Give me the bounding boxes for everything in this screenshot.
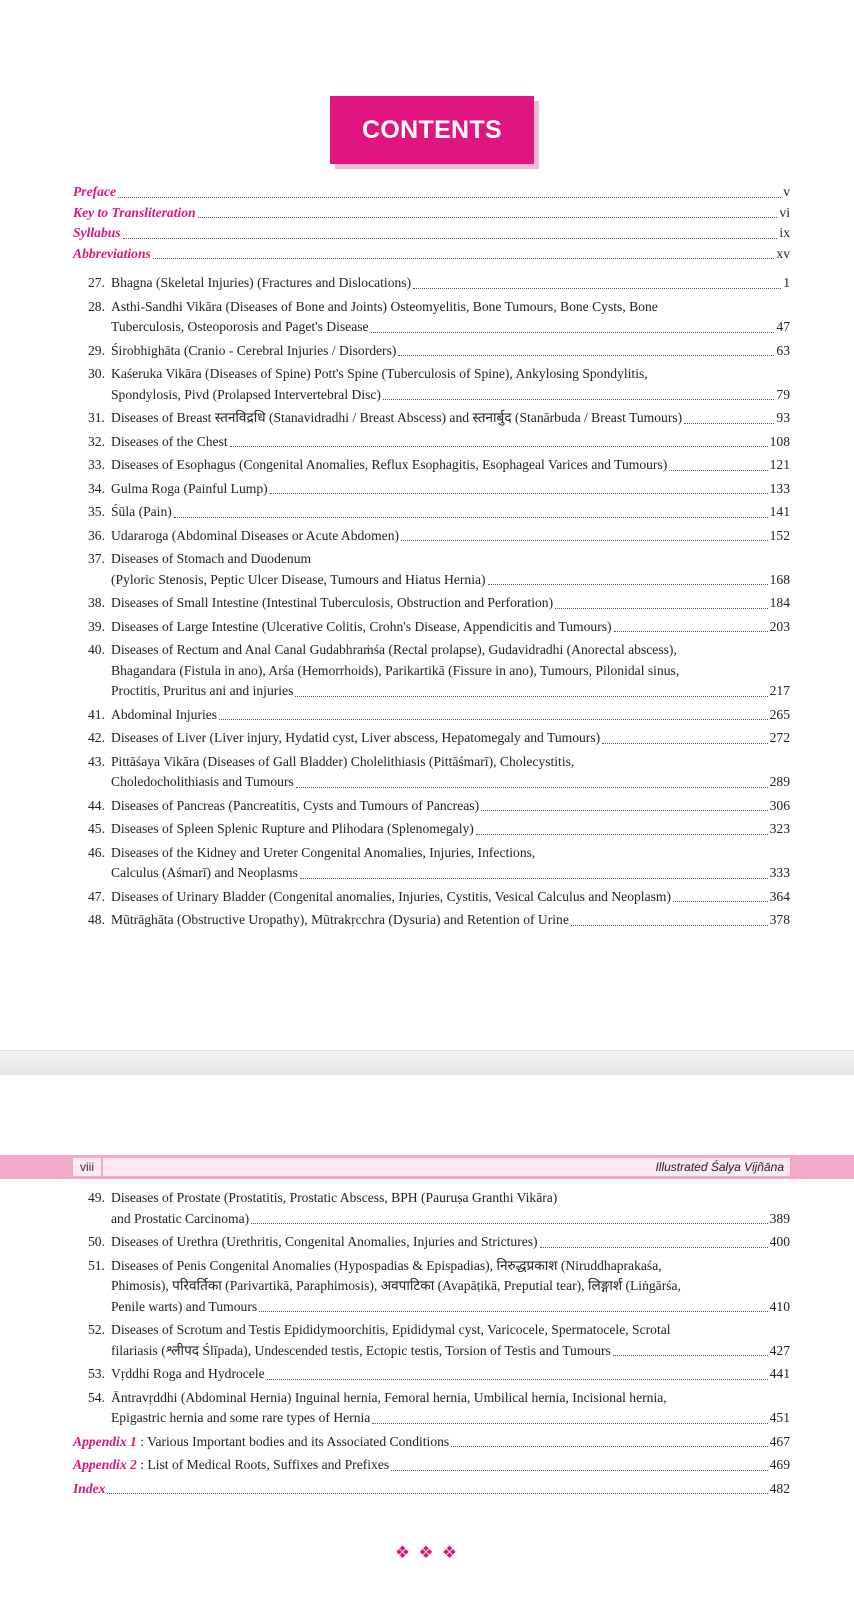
chapter-title-line xyxy=(111,364,790,385)
chapter-title-text: Abdominal Injuries xyxy=(111,706,218,722)
dot-leader xyxy=(602,743,767,744)
page-number: viii xyxy=(73,1158,103,1176)
appendix-page: 467 xyxy=(769,1433,790,1449)
chapter-title-line xyxy=(111,661,790,682)
chapter-number: 39. xyxy=(88,618,105,634)
chapter-number: 40. xyxy=(88,642,105,657)
chapter-title-line xyxy=(111,273,790,294)
chapter-title-text: Diseases of Spleen Splenic Rupture and Plihodara (Splenomegaly) xyxy=(111,821,474,836)
dot-leader xyxy=(230,446,768,447)
chapter-title-line xyxy=(111,455,790,476)
chapter-title-line xyxy=(111,1188,790,1209)
dot-leader xyxy=(383,399,774,400)
chapter-title-text: Asthi-Sandhi Vikāra (Diseases of Bone and Joints) Osteomyelitis, Bone Tumours, Bone Cysts, Bone xyxy=(111,298,658,314)
chapter-entry xyxy=(73,549,790,590)
chapter-title-text: Āntravṛddhi (Abdominal Hernia) Inguinal hernia, Femoral hernia, Umbilical hernia, Incisional hernia, xyxy=(111,1389,667,1405)
chapter-number: 37. xyxy=(88,551,105,566)
chapter-body xyxy=(111,640,790,702)
front-matter-page: vi xyxy=(779,204,790,220)
chapter-title-line xyxy=(111,549,790,570)
chapter-title-line xyxy=(111,640,790,661)
chapter-page: 306 xyxy=(769,797,790,813)
chapter-page: 93 xyxy=(776,410,790,425)
appendix-body xyxy=(73,1455,790,1476)
front-matter-label: Key to Transliteration xyxy=(73,204,196,220)
front-matter-body xyxy=(73,182,790,203)
dot-leader xyxy=(413,288,781,289)
chapter-number: 34. xyxy=(88,480,105,496)
dot-leader xyxy=(174,517,768,518)
chapter-title-text: Diseases of Large Intestine (Ulcerative Colitis, Crohn's Disease, Appendicitis and Tumours) xyxy=(111,618,612,634)
chapter-body xyxy=(111,455,790,476)
appendix-line xyxy=(73,1432,790,1453)
dot-leader xyxy=(555,608,768,609)
chapter-title-text: Bhagandara (Fistula in ano), Arśa (Hemorrhoids), Parikartikā (Fissure in ano), Tumours, Pilonidal sinus, xyxy=(111,662,680,678)
front-matter-page: xv xyxy=(776,245,790,261)
dot-leader xyxy=(123,238,778,239)
dot-leader xyxy=(669,470,767,471)
chapter-number: 38. xyxy=(88,595,105,610)
front-matter-item xyxy=(73,244,790,265)
chapter-body xyxy=(111,297,790,338)
chapter-body xyxy=(111,705,790,726)
dot-leader xyxy=(372,1423,767,1424)
chapter-entry xyxy=(73,843,790,884)
dot-leader xyxy=(295,696,767,697)
chapter-title-line xyxy=(111,1297,790,1318)
chapter-body xyxy=(111,819,790,840)
dot-leader xyxy=(198,217,778,218)
chapter-entry xyxy=(73,1364,790,1385)
appendix-entry xyxy=(73,1455,790,1476)
chapter-title-text: Mūtrāghāta (Obstructive Uropathy), Mūtrakṛcchra (Dysuria) and Retention of Urine xyxy=(111,912,569,927)
chapter-body xyxy=(111,502,790,523)
appendix-entry xyxy=(73,1479,790,1500)
book-title: Illustrated Śalya Vijñāna xyxy=(655,1160,784,1174)
chapter-title-text: Diseases of Pancreas (Pancreatitis, Cysts and Tumours of Pancreas) xyxy=(111,797,480,813)
contents-title: CONTENTS xyxy=(362,115,502,144)
chapter-entry xyxy=(73,910,790,931)
chapter-title-line xyxy=(111,432,790,453)
chapter-body xyxy=(111,1188,790,1229)
chapter-page: 441 xyxy=(769,1366,790,1381)
dot-leader xyxy=(613,1355,768,1356)
dot-leader xyxy=(398,355,774,356)
chapter-title-text: Spondylosis, Pivd (Prolapsed Intervertebral Disc) xyxy=(111,386,381,402)
dot-leader xyxy=(107,1493,767,1494)
chapter-page: 378 xyxy=(769,912,790,927)
chapter-body xyxy=(111,526,790,547)
dot-leader xyxy=(251,1223,767,1224)
chapter-page: 272 xyxy=(769,730,790,745)
dot-leader xyxy=(267,1379,768,1380)
chapter-title-text: Diseases of Urethra (Urethritis, Congenital Anomalies, Injuries and Strictures) xyxy=(111,1234,538,1249)
chapter-title-text: Penile warts) and Tumours xyxy=(111,1298,258,1314)
chapter-title-line xyxy=(111,843,790,864)
chapter-entry xyxy=(73,640,790,702)
chapter-body xyxy=(111,887,790,908)
chapter-page: 79 xyxy=(776,386,790,402)
chapter-page: 184 xyxy=(769,595,790,610)
chapter-number: 45. xyxy=(88,821,105,836)
chapter-entry xyxy=(73,479,790,500)
chapter-entry xyxy=(73,273,790,294)
chapter-title-line xyxy=(111,408,790,429)
dot-leader xyxy=(614,631,768,632)
chapter-title-line xyxy=(111,1408,790,1429)
chapter-body xyxy=(111,408,790,429)
chapter-title-text: Diseases of Prostate (Prostatitis, Prostatic Abscess, BPH (Pauruṣa Granthi Vikāra) xyxy=(111,1190,558,1205)
chapter-body xyxy=(111,752,790,793)
chapter-title-line xyxy=(111,887,790,908)
chapter-body xyxy=(111,273,790,294)
chapter-title-text: Phimosis), परिवर्तिका (Parivartikā, Paraphimosis), अवपाटिका (Avapāṭikā, Preputial tear), लिङ्गार्श (Liṅgārśa, xyxy=(111,1278,681,1293)
chapter-title-line xyxy=(111,317,790,338)
chapter-title-line xyxy=(111,1364,790,1385)
dot-leader xyxy=(481,810,768,811)
chapter-entry xyxy=(73,364,790,405)
chapter-number: 52. xyxy=(88,1322,105,1337)
end-ornament: ❖ ❖ ❖ xyxy=(394,1543,460,1562)
chapter-body xyxy=(111,796,790,817)
appendix-line xyxy=(73,1455,790,1476)
chapter-title-text: Śūla (Pain) xyxy=(111,504,172,519)
chapter-title-line xyxy=(111,1209,790,1230)
appendix-entry xyxy=(73,1432,790,1453)
dot-leader xyxy=(300,878,768,879)
front-matter-label: Abbreviations xyxy=(73,245,151,261)
chapter-page: 108 xyxy=(769,433,790,449)
chapter-title-line xyxy=(111,479,790,500)
chapter-title-line xyxy=(111,772,790,793)
chapter-page: 410 xyxy=(769,1298,790,1314)
chapter-title-text: Diseases of the Kidney and Ureter Congenital Anomalies, Injuries, Infections, xyxy=(111,844,536,860)
chapter-title-text: Diseases of Penis Congenital Anomalies (Hypospadias & Epispadias), निरुद्धप्रकाश (Niruddhaprakaśa, xyxy=(111,1257,662,1273)
chapter-title-line xyxy=(111,681,790,702)
chapter-entry xyxy=(73,728,790,749)
dot-leader xyxy=(296,787,768,788)
chapter-title-line xyxy=(111,1232,790,1253)
chapter-page: 333 xyxy=(769,865,790,880)
chapter-title-text: Choledocholithiasis and Tumours xyxy=(111,774,294,789)
chapter-body xyxy=(111,1364,790,1385)
chapter-title-text: (Pyloric Stenosis, Peptic Ulcer Disease, Tumours and Hiatus Hernia) xyxy=(111,571,486,587)
chapter-title-line xyxy=(111,752,790,773)
chapter-title-line xyxy=(111,1341,790,1362)
chapter-entry xyxy=(73,408,790,429)
dot-leader xyxy=(673,901,768,902)
chapter-number: 49. xyxy=(88,1190,105,1205)
front-matter-item xyxy=(73,203,790,224)
chapter-body xyxy=(111,843,790,884)
dot-leader xyxy=(270,493,768,494)
chapter-number: 29. xyxy=(88,342,105,358)
chapter-title-text: Diseases of Urinary Bladder (Congenital anomalies, Injuries, Cystitis, Vesical Calculus and Neoplasm) xyxy=(111,888,671,904)
appendix-description: : List of Medical Roots, Suffixes and Prefixes xyxy=(136,1457,390,1472)
chapter-title-line xyxy=(111,863,790,884)
chapter-title-line xyxy=(111,819,790,840)
chapter-list-page-1 xyxy=(73,273,790,934)
chapter-number: 33. xyxy=(88,457,105,472)
front-matter-line xyxy=(73,182,790,203)
chapter-page: 289 xyxy=(769,774,790,789)
running-header xyxy=(73,1158,790,1176)
appendix-label: Appendix 1 xyxy=(73,1433,137,1449)
chapter-title-text: filariasis (श्लीपद Ślīpada), Undescended testis, Ectopic testis, Torsion of Testis and Tumours xyxy=(111,1342,611,1358)
chapter-title-text: Bhagna (Skeletal Injuries) (Fractures and Dislocations) xyxy=(111,275,412,290)
front-matter-item xyxy=(73,182,790,203)
chapter-page: 400 xyxy=(769,1234,790,1249)
dot-leader xyxy=(571,925,768,926)
chapter-body xyxy=(111,1320,790,1361)
chapter-entry xyxy=(73,455,790,476)
chapter-title-line xyxy=(111,1320,790,1341)
chapter-title-line xyxy=(111,297,790,318)
chapter-title-line xyxy=(111,385,790,406)
contents-title-box xyxy=(330,96,534,164)
chapter-page: 451 xyxy=(769,1410,790,1425)
chapter-page: 1 xyxy=(783,275,790,290)
page-divider xyxy=(0,1050,854,1077)
front-matter-body xyxy=(73,203,790,224)
chapter-number: 54. xyxy=(88,1389,105,1405)
dot-leader xyxy=(219,719,768,720)
chapter-page: 168 xyxy=(769,571,790,587)
contents-page-2 xyxy=(0,1075,854,1600)
chapter-number: 35. xyxy=(88,504,105,519)
chapter-number: 43. xyxy=(88,753,105,769)
chapter-entry xyxy=(73,432,790,453)
chapter-entry xyxy=(73,1188,790,1229)
chapter-page: 217 xyxy=(769,683,790,698)
chapter-title-line xyxy=(111,796,790,817)
appendix-text xyxy=(73,1479,105,1500)
chapter-title-line xyxy=(111,341,790,362)
chapter-page: 152 xyxy=(769,527,790,543)
dot-leader xyxy=(259,1311,767,1312)
chapter-title-text: and Prostatic Carcinoma) xyxy=(111,1210,250,1226)
chapter-page: 133 xyxy=(769,480,790,496)
chapter-entry xyxy=(73,502,790,523)
chapter-page: 63 xyxy=(776,342,790,358)
chapter-title-line xyxy=(111,593,790,614)
chapter-title-line xyxy=(111,728,790,749)
chapter-title-line xyxy=(111,1388,790,1409)
chapter-title-text: Epigastric hernia and some rare types of Hernia xyxy=(111,1410,371,1425)
chapter-title-text: Proctitis, Pruritus ani and injuries xyxy=(111,683,294,698)
chapter-entry xyxy=(73,796,790,817)
chapter-page: 323 xyxy=(769,821,790,836)
chapter-entry xyxy=(73,1388,790,1429)
chapter-title-text: Diseases of Small Intestine (Intestinal Tuberculosis, Obstruction and Perforation) xyxy=(111,595,554,610)
appendix-label: Appendix 2 xyxy=(73,1457,137,1472)
dot-leader xyxy=(153,258,775,259)
chapter-title-text: Diseases of Stomach and Duodenum xyxy=(111,551,312,566)
appendix-line xyxy=(73,1479,790,1500)
chapter-entry xyxy=(73,887,790,908)
front-matter-line xyxy=(73,203,790,224)
chapter-title-text: Diseases of Scrotum and Testis Epididymoorchitis, Epididymal cyst, Varicocele, Spermatocele, Scrotal xyxy=(111,1322,671,1337)
chapter-entry xyxy=(73,1256,790,1318)
chapter-body xyxy=(111,910,790,931)
front-matter-line xyxy=(73,244,790,265)
chapter-title-line xyxy=(111,1256,790,1277)
chapter-body xyxy=(111,549,790,590)
chapter-title-line xyxy=(111,705,790,726)
front-matter-line xyxy=(73,223,790,244)
appendix-text xyxy=(73,1432,449,1453)
chapter-number: 41. xyxy=(88,706,105,722)
chapter-list-page-2 xyxy=(73,1188,790,1502)
chapter-title-line xyxy=(111,526,790,547)
chapter-title-text: Diseases of Liver (Liver injury, Hydatid cyst, Liver abscess, Hepatomegaly and Tumours) xyxy=(111,730,601,745)
chapter-page: 203 xyxy=(769,618,790,634)
chapter-entry xyxy=(73,752,790,793)
chapter-number: 48. xyxy=(88,912,105,927)
appendix-description: : Various Important bodies and its Associated Conditions xyxy=(136,1433,450,1449)
chapter-title-text: Diseases of Rectum and Anal Canal Gudabhraṁśa (Rectal prolapse), Gudavidradhi (Anorectal abscess), xyxy=(111,642,677,657)
chapter-entry xyxy=(73,705,790,726)
chapter-number: 27. xyxy=(88,275,105,290)
chapter-number: 42. xyxy=(88,730,105,745)
dot-leader xyxy=(118,197,781,198)
chapter-title-text: Pittāśaya Vikāra (Diseases of Gall Bladder) Cholelithiasis (Pittāśmarī), Cholecystitis, xyxy=(111,753,575,769)
chapter-title-text: Calculus (Aśmarī) and Neoplasms xyxy=(111,865,298,880)
front-matter-body xyxy=(73,244,790,265)
chapter-title-line xyxy=(111,502,790,523)
chapter-title-text: Diseases of the Chest xyxy=(111,433,228,449)
appendix-text xyxy=(73,1455,389,1476)
chapter-body xyxy=(111,341,790,362)
front-matter-body xyxy=(73,223,790,244)
chapter-title-text: Tuberculosis, Osteoporosis and Paget's Disease xyxy=(111,319,369,334)
chapter-body xyxy=(111,1232,790,1253)
appendix-body xyxy=(73,1479,790,1500)
front-matter-label: Preface xyxy=(73,184,117,199)
dot-leader xyxy=(476,834,768,835)
chapter-body xyxy=(111,617,790,638)
chapter-body xyxy=(111,432,790,453)
appendix-label: Index xyxy=(73,1480,106,1496)
chapter-entry xyxy=(73,1232,790,1253)
chapter-number: 47. xyxy=(88,888,105,904)
chapter-title-text: Śirobhighāta (Cranio - Cerebral Injuries / Disorders) xyxy=(111,342,397,358)
chapter-number: 31. xyxy=(88,410,105,425)
chapter-entry xyxy=(73,297,790,338)
chapter-entry xyxy=(73,1320,790,1361)
chapter-body xyxy=(111,728,790,749)
dot-leader xyxy=(371,332,775,333)
chapter-number: 32. xyxy=(88,433,105,449)
front-matter-list xyxy=(73,182,790,264)
appendix-page: 482 xyxy=(769,1480,790,1496)
chapter-page: 141 xyxy=(769,504,790,519)
chapter-number: 44. xyxy=(88,797,105,813)
chapter-body xyxy=(111,593,790,614)
chapter-entry xyxy=(73,617,790,638)
chapter-title-line xyxy=(111,910,790,931)
chapter-title-text: Udararoga (Abdominal Diseases or Acute Abdomen) xyxy=(111,527,400,543)
appendix-body xyxy=(73,1432,790,1453)
chapter-entry xyxy=(73,819,790,840)
chapter-body xyxy=(111,479,790,500)
chapter-page: 121 xyxy=(769,457,790,472)
chapter-body xyxy=(111,364,790,405)
front-matter-label: Syllabus xyxy=(73,225,121,240)
chapter-entry xyxy=(73,526,790,547)
front-matter-page: ix xyxy=(779,225,790,240)
chapter-title-text: Gulma Roga (Painful Lump) xyxy=(111,480,268,496)
chapter-page: 265 xyxy=(769,706,790,722)
chapter-number: 51. xyxy=(88,1257,105,1273)
dot-leader xyxy=(684,423,774,424)
chapter-title-text: Diseases of Breast स्तनविद्रधि (Stanavidradhi / Breast Abscess) and स्तनार्बुद (Stanārbuda / Breast Tumours) xyxy=(111,410,683,425)
chapter-entry xyxy=(73,341,790,362)
chapter-number: 30. xyxy=(88,366,105,381)
chapter-page: 364 xyxy=(769,888,790,904)
chapter-number: 46. xyxy=(88,844,105,860)
chapter-title-text: Vṛddhi Roga and Hydrocele xyxy=(111,1366,265,1381)
chapter-body xyxy=(111,1256,790,1318)
front-matter-item xyxy=(73,223,790,244)
chapter-number: 36. xyxy=(88,527,105,543)
chapter-number: 50. xyxy=(88,1234,105,1249)
dot-leader xyxy=(401,540,768,541)
chapter-title-line xyxy=(111,1276,790,1297)
chapter-title-line xyxy=(111,570,790,591)
chapter-title-line xyxy=(111,617,790,638)
chapter-body xyxy=(111,1388,790,1429)
chapter-page: 47 xyxy=(776,319,790,334)
appendix-page: 469 xyxy=(769,1457,790,1472)
chapter-number: 53. xyxy=(88,1366,105,1381)
dot-leader xyxy=(391,1470,767,1471)
chapter-page: 389 xyxy=(769,1210,790,1226)
chapter-title-text: Kaśeruka Vikāra (Diseases of Spine) Pott's Spine (Tuberculosis of Spine), Ankylosing Spondylitis, xyxy=(111,366,648,381)
chapter-entry xyxy=(73,593,790,614)
chapter-number: 28. xyxy=(88,298,105,314)
front-matter-page: v xyxy=(783,184,790,199)
chapter-title-text: Diseases of Esophagus (Congenital Anomalies, Reflux Esophagitis, Esophageal Varices and Tumours) xyxy=(111,457,668,472)
dot-leader xyxy=(540,1247,768,1248)
dot-leader xyxy=(488,584,768,585)
chapter-page: 427 xyxy=(769,1342,790,1358)
dot-leader xyxy=(451,1446,767,1447)
